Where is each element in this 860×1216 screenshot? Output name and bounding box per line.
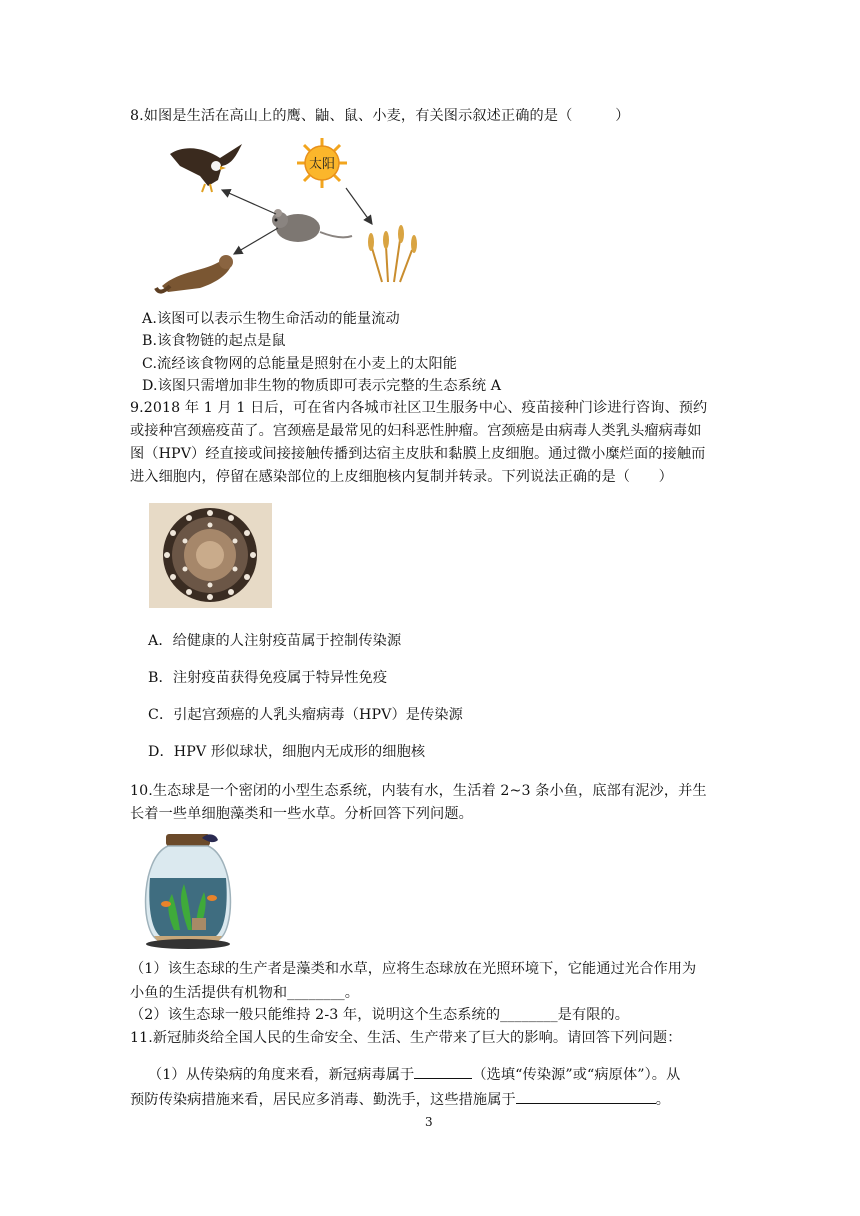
arrow-mouse-to-weasel xyxy=(234,228,278,254)
q8-option-b: B.该食物链的起点是鼠 xyxy=(142,333,286,349)
q9-option-c: C．引起宫颈癌的人乳头瘤病毒（HPV）是传染源 xyxy=(148,707,463,723)
q8-option-a: A.该图可以表示生物生命活动的能量流动 xyxy=(142,311,400,327)
page-number: 3 xyxy=(425,1115,433,1129)
sun-icon xyxy=(297,138,347,188)
q10-stem-line-1: 10.生态球是一个密闭的小型生态系统，内装有水，生活着 2~3 条小鱼，底部有泥沙，并生 xyxy=(130,783,707,799)
q8-stem: 8.如图是生活在高山上的鹰、鼬、鼠、小麦，有关图示叙述正确的是（ ） xyxy=(130,108,630,124)
q11-sub1-line-2-text: 预防传染病措施来看，居民应多消毒、勤洗手，这些措施属于 xyxy=(130,1092,516,1108)
food-web-figure xyxy=(150,136,440,306)
q11-sub1-text-b: （选填“传染源”或“病原体”）。从 xyxy=(472,1067,681,1083)
wheat-icon xyxy=(368,225,417,282)
hpv-virus-image xyxy=(149,503,272,608)
weasel-icon xyxy=(156,255,233,292)
q11-sub1-line-1 xyxy=(148,1063,680,1085)
q10-sub1-line-1: （1）该生态球的生产者是藻类和水草，应将生态球放在光照环境下，它能通过光合作用为 xyxy=(130,961,697,977)
q8-option-c: C.流经该食物网的总能量是照射在小麦上的太阳能 xyxy=(142,356,458,372)
food-web-diagram xyxy=(150,136,440,306)
q11-sub1-line-2 xyxy=(130,1088,670,1110)
sun-label: 太阳 xyxy=(308,157,336,172)
q9-stem-line-2: 或接种宫颈癌疫苗了。宫颈癌是最常见的妇科恶性肿瘤。宫颈癌是由病毒人类乳头瘤病毒如 xyxy=(130,423,702,439)
q11-answer-blank-1[interactable] xyxy=(414,1063,472,1079)
q10-stem-line-2: 长着一些单细胞藻类和一些水草。分析回答下列问题。 xyxy=(130,806,473,822)
q11-sub1-end: 。 xyxy=(655,1092,671,1108)
ecosphere-image xyxy=(138,832,238,950)
q9-option-d: D．HPV 形似球状，细胞内无成形的细胞核 xyxy=(148,744,426,760)
q10-sub2: （2）该生态球一般只能维持 2-3 年，说明这个生态系统的________是有限的。 xyxy=(130,1007,630,1023)
q9-option-b: B．注射疫苗获得免疫属于特异性免疫 xyxy=(148,670,388,686)
q11-sub1-text-a: （1）从传染病的角度来看，新冠病毒属于 xyxy=(148,1067,415,1083)
eagle-icon xyxy=(170,144,242,192)
q11-answer-blank-2[interactable] xyxy=(516,1088,656,1104)
q9-option-a: A．给健康的人注射疫苗属于控制传染源 xyxy=(148,633,402,649)
q11-stem: 11.新冠肺炎给全国人民的生命安全、生活、生产带来了巨大的影响。请回答下列问题： xyxy=(130,1030,682,1046)
arrow-sun-to-wheat xyxy=(346,188,372,224)
arrow-mouse-to-eagle xyxy=(222,190,276,214)
q9-stem-line-3: 图（HPV）经直接或间接接触传播到达宿主皮肤和黏膜上皮细胞。通过微小糜烂面的接触而 xyxy=(130,446,706,462)
q9-stem-line-1: 9.2018 年 1 月 1 日后，可在省内各城市社区卫生服务中心、疫苗接种门诊进行咨询、预约 xyxy=(130,400,708,416)
q9-stem-line-4: 进入细胞内，停留在感染部位的上皮细胞核内复制并转录。下列说法正确的是（ ） xyxy=(130,469,673,485)
q8-option-d: D.该图只需增加非生物的物质即可表示完整的生态系统 A xyxy=(142,378,502,394)
mouse-icon xyxy=(272,209,352,242)
q10-sub1-line-2: 小鱼的生活提供有机物和________。 xyxy=(130,985,360,1001)
